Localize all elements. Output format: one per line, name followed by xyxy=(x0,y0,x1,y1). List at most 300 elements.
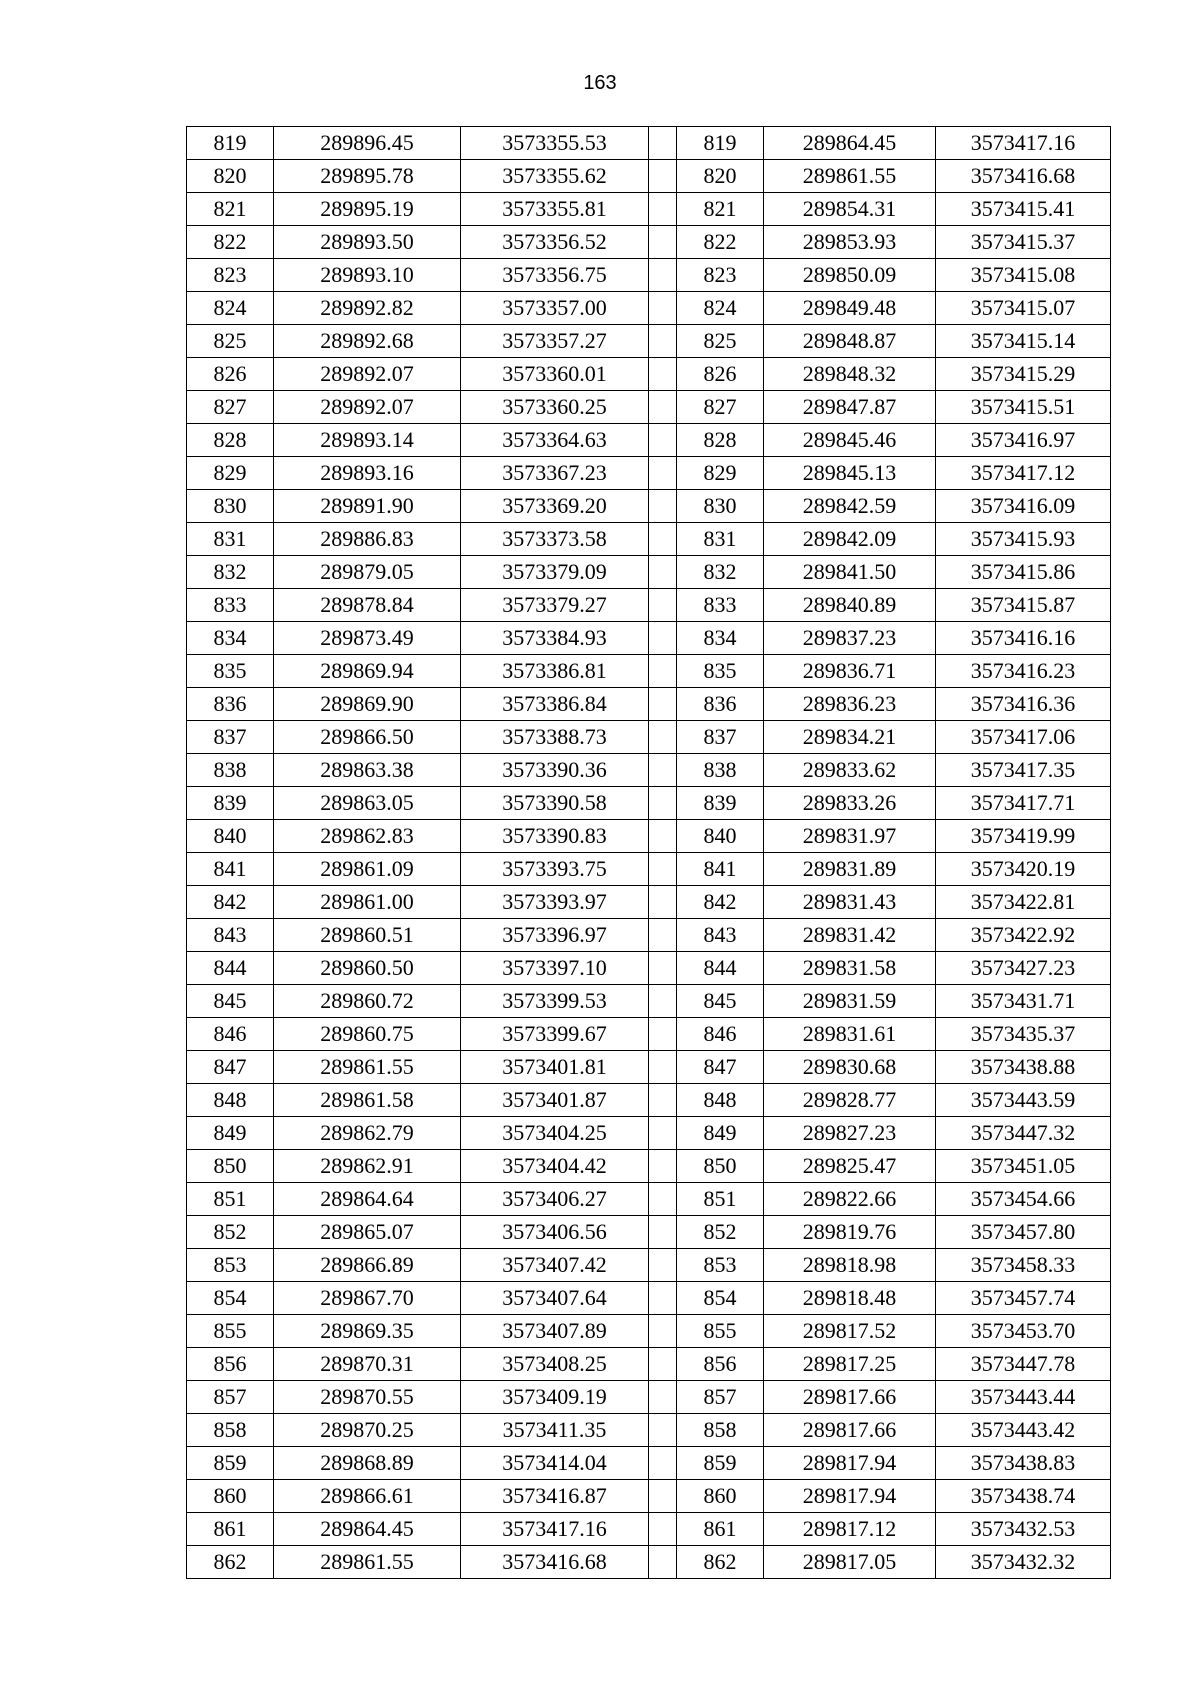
left-y-coordinate-cell: 3573360.01 xyxy=(461,358,649,391)
right-point-number-cell: 842 xyxy=(677,886,764,919)
left-x-coordinate-cell: 289860.75 xyxy=(274,1018,461,1051)
left-y-coordinate-cell: 3573390.83 xyxy=(461,820,649,853)
left-y-coordinate-cell: 3573399.53 xyxy=(461,985,649,1018)
left-y-coordinate-cell: 3573384.93 xyxy=(461,622,649,655)
left-point-number-cell: 856 xyxy=(187,1348,274,1381)
left-y-coordinate-cell: 3573399.67 xyxy=(461,1018,649,1051)
left-y-coordinate-cell: 3573407.89 xyxy=(461,1315,649,1348)
separator-cell xyxy=(649,820,677,853)
separator-cell xyxy=(649,721,677,754)
separator-cell xyxy=(649,1150,677,1183)
left-y-coordinate-cell: 3573407.64 xyxy=(461,1282,649,1315)
right-y-coordinate-cell: 3573443.44 xyxy=(936,1381,1111,1414)
left-y-coordinate-cell: 3573357.27 xyxy=(461,325,649,358)
right-point-number-cell: 853 xyxy=(677,1249,764,1282)
table-row xyxy=(187,589,1111,622)
left-y-coordinate-cell: 3573356.52 xyxy=(461,226,649,259)
coordinates-table xyxy=(186,126,1111,1579)
right-x-coordinate-cell: 289822.66 xyxy=(764,1183,936,1216)
right-x-coordinate-cell: 289817.94 xyxy=(764,1480,936,1513)
right-x-coordinate-cell: 289840.89 xyxy=(764,589,936,622)
left-point-number-cell: 845 xyxy=(187,985,274,1018)
right-point-number-cell: 838 xyxy=(677,754,764,787)
right-x-coordinate-cell: 289834.21 xyxy=(764,721,936,754)
right-point-number-cell: 854 xyxy=(677,1282,764,1315)
separator-cell xyxy=(649,160,677,193)
left-point-number-cell: 824 xyxy=(187,292,274,325)
table-row xyxy=(187,490,1111,523)
separator-cell xyxy=(649,1480,677,1513)
left-point-number-cell: 840 xyxy=(187,820,274,853)
left-y-coordinate-cell: 3573388.73 xyxy=(461,721,649,754)
separator-cell xyxy=(649,457,677,490)
table-row xyxy=(187,1117,1111,1150)
right-x-coordinate-cell: 289845.13 xyxy=(764,457,936,490)
right-point-number-cell: 855 xyxy=(677,1315,764,1348)
left-point-number-cell: 821 xyxy=(187,193,274,226)
separator-cell xyxy=(649,1018,677,1051)
left-y-coordinate-cell: 3573404.25 xyxy=(461,1117,649,1150)
left-point-number-cell: 862 xyxy=(187,1546,274,1579)
right-x-coordinate-cell: 289842.09 xyxy=(764,523,936,556)
right-x-coordinate-cell: 289828.77 xyxy=(764,1084,936,1117)
right-point-number-cell: 841 xyxy=(677,853,764,886)
right-y-coordinate-cell: 3573435.37 xyxy=(936,1018,1111,1051)
right-point-number-cell: 822 xyxy=(677,226,764,259)
right-y-coordinate-cell: 3573415.86 xyxy=(936,556,1111,589)
right-x-coordinate-cell: 289861.55 xyxy=(764,160,936,193)
left-point-number-cell: 830 xyxy=(187,490,274,523)
left-y-coordinate-cell: 3573364.63 xyxy=(461,424,649,457)
separator-cell xyxy=(649,655,677,688)
left-x-coordinate-cell: 289863.38 xyxy=(274,754,461,787)
left-x-coordinate-cell: 289868.89 xyxy=(274,1447,461,1480)
right-point-number-cell: 846 xyxy=(677,1018,764,1051)
left-x-coordinate-cell: 289860.51 xyxy=(274,919,461,952)
right-x-coordinate-cell: 289817.25 xyxy=(764,1348,936,1381)
right-y-coordinate-cell: 3573417.71 xyxy=(936,787,1111,820)
left-point-number-cell: 826 xyxy=(187,358,274,391)
right-y-coordinate-cell: 3573451.05 xyxy=(936,1150,1111,1183)
left-y-coordinate-cell: 3573411.35 xyxy=(461,1414,649,1447)
right-point-number-cell: 850 xyxy=(677,1150,764,1183)
right-y-coordinate-cell: 3573416.97 xyxy=(936,424,1111,457)
left-x-coordinate-cell: 289869.94 xyxy=(274,655,461,688)
right-x-coordinate-cell: 289831.97 xyxy=(764,820,936,853)
table-row xyxy=(187,1381,1111,1414)
left-x-coordinate-cell: 289892.07 xyxy=(274,358,461,391)
left-x-coordinate-cell: 289861.55 xyxy=(274,1051,461,1084)
table-row xyxy=(187,1018,1111,1051)
separator-cell xyxy=(649,259,677,292)
table-row xyxy=(187,1513,1111,1546)
table-row xyxy=(187,1084,1111,1117)
separator-cell xyxy=(649,1117,677,1150)
left-y-coordinate-cell: 3573369.20 xyxy=(461,490,649,523)
right-y-coordinate-cell: 3573415.07 xyxy=(936,292,1111,325)
left-point-number-cell: 839 xyxy=(187,787,274,820)
left-x-coordinate-cell: 289869.35 xyxy=(274,1315,461,1348)
right-y-coordinate-cell: 3573420.19 xyxy=(936,853,1111,886)
left-x-coordinate-cell: 289891.90 xyxy=(274,490,461,523)
right-y-coordinate-cell: 3573438.74 xyxy=(936,1480,1111,1513)
right-point-number-cell: 821 xyxy=(677,193,764,226)
left-point-number-cell: 820 xyxy=(187,160,274,193)
right-point-number-cell: 832 xyxy=(677,556,764,589)
left-point-number-cell: 855 xyxy=(187,1315,274,1348)
separator-cell xyxy=(649,391,677,424)
table-row xyxy=(187,754,1111,787)
table-row xyxy=(187,226,1111,259)
separator-cell xyxy=(649,589,677,622)
separator-cell xyxy=(649,193,677,226)
table-row xyxy=(187,556,1111,589)
right-x-coordinate-cell: 289817.94 xyxy=(764,1447,936,1480)
table-row xyxy=(187,325,1111,358)
left-y-coordinate-cell: 3573360.25 xyxy=(461,391,649,424)
left-y-coordinate-cell: 3573416.68 xyxy=(461,1546,649,1579)
separator-cell xyxy=(649,523,677,556)
table-row xyxy=(187,1150,1111,1183)
table-row xyxy=(187,820,1111,853)
table-row xyxy=(187,688,1111,721)
right-point-number-cell: 844 xyxy=(677,952,764,985)
left-point-number-cell: 822 xyxy=(187,226,274,259)
left-y-coordinate-cell: 3573416.87 xyxy=(461,1480,649,1513)
page-number: 163 xyxy=(583,72,617,94)
separator-cell xyxy=(649,424,677,457)
table-row xyxy=(187,853,1111,886)
right-x-coordinate-cell: 289854.31 xyxy=(764,193,936,226)
table-row xyxy=(187,1447,1111,1480)
right-x-coordinate-cell: 289841.50 xyxy=(764,556,936,589)
table-row xyxy=(187,127,1111,160)
right-point-number-cell: 856 xyxy=(677,1348,764,1381)
left-point-number-cell: 858 xyxy=(187,1414,274,1447)
right-y-coordinate-cell: 3573417.06 xyxy=(936,721,1111,754)
right-x-coordinate-cell: 289831.61 xyxy=(764,1018,936,1051)
left-point-number-cell: 857 xyxy=(187,1381,274,1414)
right-x-coordinate-cell: 289853.93 xyxy=(764,226,936,259)
right-x-coordinate-cell: 289836.71 xyxy=(764,655,936,688)
left-y-coordinate-cell: 3573406.56 xyxy=(461,1216,649,1249)
right-x-coordinate-cell: 289833.62 xyxy=(764,754,936,787)
table-row xyxy=(187,292,1111,325)
table-row xyxy=(187,1216,1111,1249)
left-x-coordinate-cell: 289870.31 xyxy=(274,1348,461,1381)
right-point-number-cell: 823 xyxy=(677,259,764,292)
right-point-number-cell: 851 xyxy=(677,1183,764,1216)
right-y-coordinate-cell: 3573458.33 xyxy=(936,1249,1111,1282)
separator-cell xyxy=(649,1051,677,1084)
right-point-number-cell: 824 xyxy=(677,292,764,325)
right-point-number-cell: 859 xyxy=(677,1447,764,1480)
left-point-number-cell: 846 xyxy=(187,1018,274,1051)
table-row xyxy=(187,1315,1111,1348)
right-x-coordinate-cell: 289849.48 xyxy=(764,292,936,325)
left-y-coordinate-cell: 3573407.42 xyxy=(461,1249,649,1282)
left-x-coordinate-cell: 289878.84 xyxy=(274,589,461,622)
left-point-number-cell: 848 xyxy=(187,1084,274,1117)
right-y-coordinate-cell: 3573438.88 xyxy=(936,1051,1111,1084)
right-y-coordinate-cell: 3573422.92 xyxy=(936,919,1111,952)
left-y-coordinate-cell: 3573386.84 xyxy=(461,688,649,721)
right-point-number-cell: 839 xyxy=(677,787,764,820)
left-y-coordinate-cell: 3573393.75 xyxy=(461,853,649,886)
right-point-number-cell: 857 xyxy=(677,1381,764,1414)
left-x-coordinate-cell: 289879.05 xyxy=(274,556,461,589)
right-x-coordinate-cell: 289817.66 xyxy=(764,1414,936,1447)
left-x-coordinate-cell: 289892.82 xyxy=(274,292,461,325)
right-y-coordinate-cell: 3573417.35 xyxy=(936,754,1111,787)
left-y-coordinate-cell: 3573390.36 xyxy=(461,754,649,787)
right-point-number-cell: 833 xyxy=(677,589,764,622)
separator-cell xyxy=(649,1414,677,1447)
table-row xyxy=(187,1051,1111,1084)
left-point-number-cell: 829 xyxy=(187,457,274,490)
left-y-coordinate-cell: 3573379.09 xyxy=(461,556,649,589)
right-y-coordinate-cell: 3573422.81 xyxy=(936,886,1111,919)
left-point-number-cell: 831 xyxy=(187,523,274,556)
right-y-coordinate-cell: 3573431.71 xyxy=(936,985,1111,1018)
left-x-coordinate-cell: 289863.05 xyxy=(274,787,461,820)
left-y-coordinate-cell: 3573367.23 xyxy=(461,457,649,490)
left-y-coordinate-cell: 3573401.87 xyxy=(461,1084,649,1117)
separator-cell xyxy=(649,1249,677,1282)
separator-cell xyxy=(649,787,677,820)
table-row xyxy=(187,622,1111,655)
left-point-number-cell: 835 xyxy=(187,655,274,688)
table-row xyxy=(187,721,1111,754)
separator-cell xyxy=(649,127,677,160)
left-x-coordinate-cell: 289893.16 xyxy=(274,457,461,490)
separator-cell xyxy=(649,754,677,787)
left-x-coordinate-cell: 289886.83 xyxy=(274,523,461,556)
right-y-coordinate-cell: 3573443.42 xyxy=(936,1414,1111,1447)
right-x-coordinate-cell: 289864.45 xyxy=(764,127,936,160)
right-point-number-cell: 831 xyxy=(677,523,764,556)
right-y-coordinate-cell: 3573432.53 xyxy=(936,1513,1111,1546)
right-point-number-cell: 820 xyxy=(677,160,764,193)
table-row xyxy=(187,919,1111,952)
right-point-number-cell: 836 xyxy=(677,688,764,721)
left-point-number-cell: 860 xyxy=(187,1480,274,1513)
left-point-number-cell: 834 xyxy=(187,622,274,655)
right-x-coordinate-cell: 289831.43 xyxy=(764,886,936,919)
left-x-coordinate-cell: 289895.78 xyxy=(274,160,461,193)
table-row xyxy=(187,358,1111,391)
right-x-coordinate-cell: 289818.48 xyxy=(764,1282,936,1315)
right-y-coordinate-cell: 3573415.51 xyxy=(936,391,1111,424)
left-point-number-cell: 852 xyxy=(187,1216,274,1249)
left-point-number-cell: 833 xyxy=(187,589,274,622)
left-point-number-cell: 849 xyxy=(187,1117,274,1150)
separator-cell xyxy=(649,985,677,1018)
right-point-number-cell: 849 xyxy=(677,1117,764,1150)
right-y-coordinate-cell: 3573415.87 xyxy=(936,589,1111,622)
right-point-number-cell: 827 xyxy=(677,391,764,424)
right-y-coordinate-cell: 3573454.66 xyxy=(936,1183,1111,1216)
table-row xyxy=(187,952,1111,985)
right-x-coordinate-cell: 289837.23 xyxy=(764,622,936,655)
right-y-coordinate-cell: 3573416.23 xyxy=(936,655,1111,688)
left-point-number-cell: 825 xyxy=(187,325,274,358)
separator-cell xyxy=(649,292,677,325)
left-y-coordinate-cell: 3573393.97 xyxy=(461,886,649,919)
right-y-coordinate-cell: 3573453.70 xyxy=(936,1315,1111,1348)
separator-cell xyxy=(649,622,677,655)
left-x-coordinate-cell: 289864.45 xyxy=(274,1513,461,1546)
left-y-coordinate-cell: 3573386.81 xyxy=(461,655,649,688)
table-row xyxy=(187,457,1111,490)
right-point-number-cell: 847 xyxy=(677,1051,764,1084)
left-x-coordinate-cell: 289866.61 xyxy=(274,1480,461,1513)
table-row xyxy=(187,787,1111,820)
left-point-number-cell: 823 xyxy=(187,259,274,292)
left-x-coordinate-cell: 289862.91 xyxy=(274,1150,461,1183)
right-y-coordinate-cell: 3573415.93 xyxy=(936,523,1111,556)
table-row xyxy=(187,1546,1111,1579)
left-x-coordinate-cell: 289861.58 xyxy=(274,1084,461,1117)
table-row xyxy=(187,391,1111,424)
right-y-coordinate-cell: 3573415.29 xyxy=(936,358,1111,391)
right-x-coordinate-cell: 289850.09 xyxy=(764,259,936,292)
table-row xyxy=(187,160,1111,193)
right-point-number-cell: 830 xyxy=(677,490,764,523)
separator-cell xyxy=(649,1381,677,1414)
left-point-number-cell: 841 xyxy=(187,853,274,886)
right-x-coordinate-cell: 289819.76 xyxy=(764,1216,936,1249)
left-y-coordinate-cell: 3573408.25 xyxy=(461,1348,649,1381)
table-row xyxy=(187,1348,1111,1381)
left-x-coordinate-cell: 289867.70 xyxy=(274,1282,461,1315)
right-y-coordinate-cell: 3573417.12 xyxy=(936,457,1111,490)
left-x-coordinate-cell: 289892.68 xyxy=(274,325,461,358)
right-point-number-cell: 840 xyxy=(677,820,764,853)
left-y-coordinate-cell: 3573404.42 xyxy=(461,1150,649,1183)
left-x-coordinate-cell: 289866.50 xyxy=(274,721,461,754)
left-point-number-cell: 842 xyxy=(187,886,274,919)
table-row xyxy=(187,1183,1111,1216)
left-x-coordinate-cell: 289895.19 xyxy=(274,193,461,226)
right-point-number-cell: 834 xyxy=(677,622,764,655)
right-y-coordinate-cell: 3573415.37 xyxy=(936,226,1111,259)
right-point-number-cell: 829 xyxy=(677,457,764,490)
left-x-coordinate-cell: 289896.45 xyxy=(274,127,461,160)
right-y-coordinate-cell: 3573415.08 xyxy=(936,259,1111,292)
left-y-coordinate-cell: 3573373.58 xyxy=(461,523,649,556)
left-point-number-cell: 836 xyxy=(187,688,274,721)
left-x-coordinate-cell: 289861.00 xyxy=(274,886,461,919)
right-point-number-cell: 858 xyxy=(677,1414,764,1447)
table-row xyxy=(187,1282,1111,1315)
coordinates-table-body xyxy=(187,127,1111,1579)
right-y-coordinate-cell: 3573443.59 xyxy=(936,1084,1111,1117)
left-y-coordinate-cell: 3573414.04 xyxy=(461,1447,649,1480)
separator-cell xyxy=(649,1282,677,1315)
left-y-coordinate-cell: 3573417.16 xyxy=(461,1513,649,1546)
left-y-coordinate-cell: 3573355.53 xyxy=(461,127,649,160)
table-row xyxy=(187,655,1111,688)
right-point-number-cell: 825 xyxy=(677,325,764,358)
right-x-coordinate-cell: 289817.52 xyxy=(764,1315,936,1348)
right-x-coordinate-cell: 289848.32 xyxy=(764,358,936,391)
left-y-coordinate-cell: 3573409.19 xyxy=(461,1381,649,1414)
right-y-coordinate-cell: 3573457.80 xyxy=(936,1216,1111,1249)
left-y-coordinate-cell: 3573356.75 xyxy=(461,259,649,292)
separator-cell xyxy=(649,952,677,985)
separator-cell xyxy=(649,358,677,391)
left-point-number-cell: 851 xyxy=(187,1183,274,1216)
separator-cell xyxy=(649,886,677,919)
left-x-coordinate-cell: 289873.49 xyxy=(274,622,461,655)
separator-cell xyxy=(649,688,677,721)
right-point-number-cell: 837 xyxy=(677,721,764,754)
right-y-coordinate-cell: 3573447.78 xyxy=(936,1348,1111,1381)
right-point-number-cell: 835 xyxy=(677,655,764,688)
right-point-number-cell: 860 xyxy=(677,1480,764,1513)
separator-cell xyxy=(649,853,677,886)
right-x-coordinate-cell: 289830.68 xyxy=(764,1051,936,1084)
separator-cell xyxy=(649,919,677,952)
left-point-number-cell: 850 xyxy=(187,1150,274,1183)
right-y-coordinate-cell: 3573457.74 xyxy=(936,1282,1111,1315)
left-y-coordinate-cell: 3573390.58 xyxy=(461,787,649,820)
left-x-coordinate-cell: 289862.79 xyxy=(274,1117,461,1150)
left-point-number-cell: 827 xyxy=(187,391,274,424)
left-point-number-cell: 861 xyxy=(187,1513,274,1546)
right-x-coordinate-cell: 289818.98 xyxy=(764,1249,936,1282)
right-x-coordinate-cell: 289831.59 xyxy=(764,985,936,1018)
left-y-coordinate-cell: 3573355.81 xyxy=(461,193,649,226)
right-x-coordinate-cell: 289825.47 xyxy=(764,1150,936,1183)
left-point-number-cell: 843 xyxy=(187,919,274,952)
right-y-coordinate-cell: 3573416.09 xyxy=(936,490,1111,523)
table-row xyxy=(187,1480,1111,1513)
left-y-coordinate-cell: 3573355.62 xyxy=(461,160,649,193)
right-x-coordinate-cell: 289842.59 xyxy=(764,490,936,523)
right-y-coordinate-cell: 3573417.16 xyxy=(936,127,1111,160)
right-x-coordinate-cell: 289827.23 xyxy=(764,1117,936,1150)
right-point-number-cell: 826 xyxy=(677,358,764,391)
right-y-coordinate-cell: 3573415.14 xyxy=(936,325,1111,358)
left-x-coordinate-cell: 289860.72 xyxy=(274,985,461,1018)
right-x-coordinate-cell: 289845.46 xyxy=(764,424,936,457)
left-point-number-cell: 837 xyxy=(187,721,274,754)
right-y-coordinate-cell: 3573416.16 xyxy=(936,622,1111,655)
left-y-coordinate-cell: 3573397.10 xyxy=(461,952,649,985)
table-row xyxy=(187,523,1111,556)
right-y-coordinate-cell: 3573427.23 xyxy=(936,952,1111,985)
left-point-number-cell: 859 xyxy=(187,1447,274,1480)
right-y-coordinate-cell: 3573419.99 xyxy=(936,820,1111,853)
left-x-coordinate-cell: 289866.89 xyxy=(274,1249,461,1282)
right-y-coordinate-cell: 3573447.32 xyxy=(936,1117,1111,1150)
table-row xyxy=(187,1249,1111,1282)
right-point-number-cell: 828 xyxy=(677,424,764,457)
right-point-number-cell: 848 xyxy=(677,1084,764,1117)
right-point-number-cell: 843 xyxy=(677,919,764,952)
separator-cell xyxy=(649,1084,677,1117)
right-point-number-cell: 862 xyxy=(677,1546,764,1579)
right-point-number-cell: 845 xyxy=(677,985,764,1018)
right-point-number-cell: 819 xyxy=(677,127,764,160)
separator-cell xyxy=(649,325,677,358)
separator-cell xyxy=(649,1183,677,1216)
left-x-coordinate-cell: 289865.07 xyxy=(274,1216,461,1249)
right-point-number-cell: 852 xyxy=(677,1216,764,1249)
right-x-coordinate-cell: 289817.66 xyxy=(764,1381,936,1414)
